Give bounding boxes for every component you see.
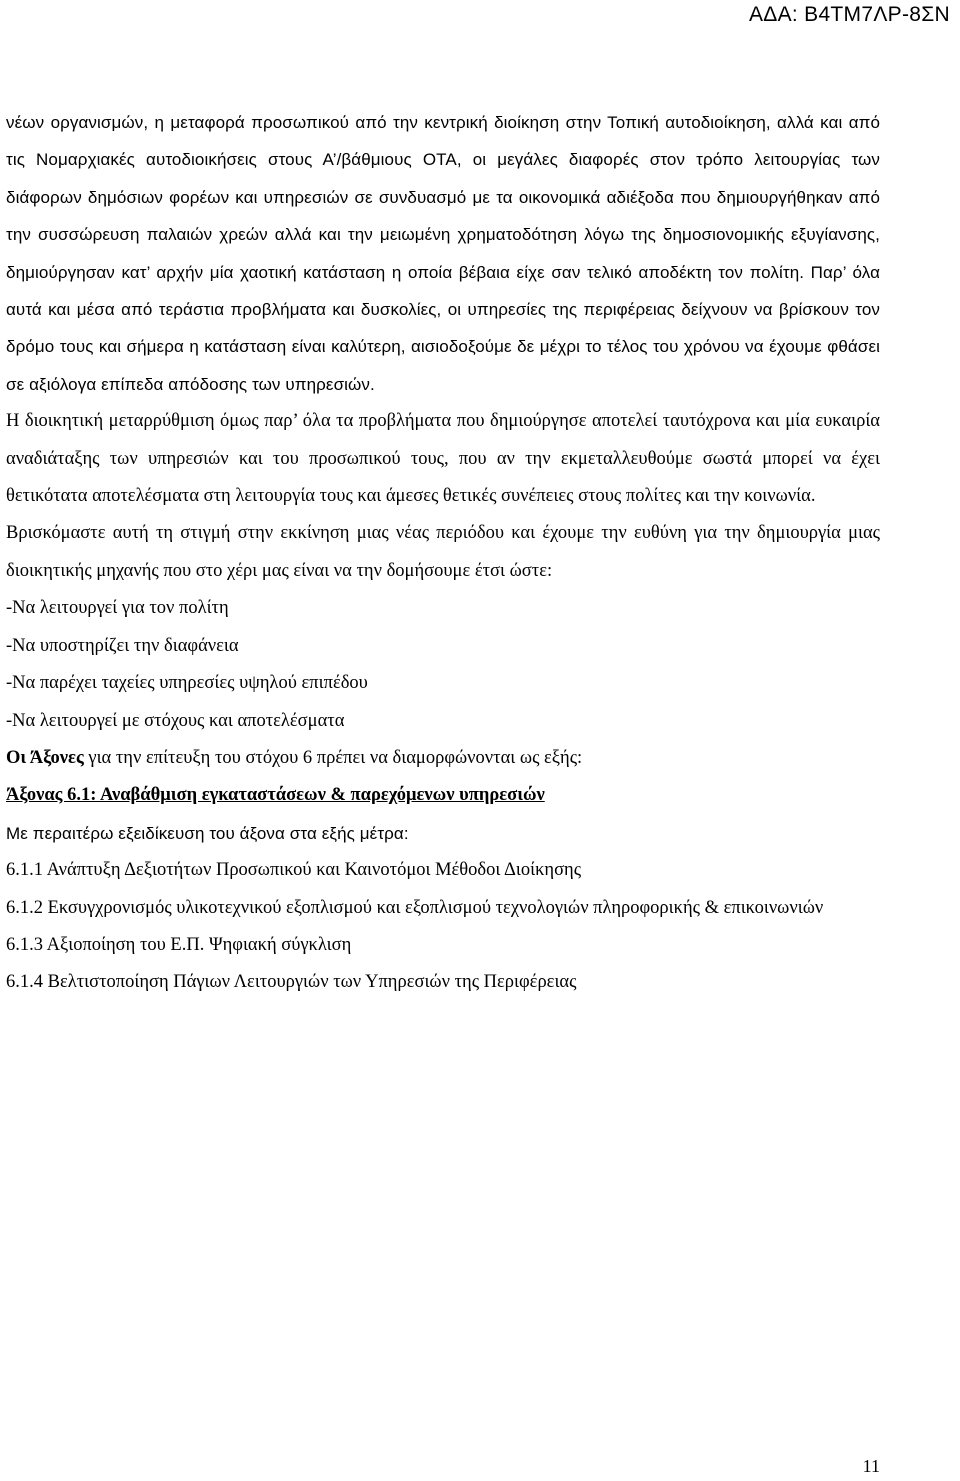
measures-intro: Με περαιτέρω εξειδίκευση του άξονα στα εξής μέτρα: bbox=[6, 823, 409, 843]
axes-intro-rest: για την επίτευξη του στόχου 6 πρέπει να διαμορφώνονται ως εξής: bbox=[83, 747, 583, 768]
paragraph-reform: Η διοικητική μεταρρύθμιση όμως παρ’ όλα τα προβλήματα που δημιούργησε αποτελεί ταυτόχρονα και μία ευκαιρία αναδιάταξης των υπηρεσιών και του προσωπικού τους, που αν την εκμεταλλευθούμε σωστά μπορεί να έχει θετικότατα αποτελέσματα στη λειτουργία τους και άμεσες θετικές συνέπειες στους πολίτες και την κοινωνία. bbox=[6, 411, 880, 507]
measure-item: 6.1.1 Ανάπτυξη Δεξιοτήτων Προσωπικού και Καινοτόμοι Μέθοδοι Διοίκησης bbox=[6, 860, 582, 881]
measure-item: 6.1.3 Αξιοποίηση του Ε.Π. Ψηφιακή σύγκλιση bbox=[6, 934, 352, 955]
document-body bbox=[6, 104, 880, 1002]
axis-heading: Άξονας 6.1: Αναβάθμιση εγκαταστάσεων & παρεχόμενων υπηρεσιών bbox=[6, 785, 545, 806]
list-item: -Να λειτουργεί με στόχους και αποτελέσματα bbox=[6, 710, 345, 731]
list-item: -Να λειτουργεί για τον πολίτη bbox=[6, 598, 229, 619]
axes-intro-bold: Οι Άξονες bbox=[6, 747, 84, 768]
page-number: 11 bbox=[862, 1456, 880, 1476]
axes-intro bbox=[6, 740, 880, 777]
measure-item: 6.1.4 Βελτιστοποίηση Πάγιων Λειτουργιών των Υπηρεσιών της Περιφέρειας bbox=[6, 972, 577, 993]
paragraph-new-period: Βρισκόμαστε αυτή τη στιγμή στην εκκίνηση μιας νέας περιόδου και έχουμε την ευθύνη για την δημιουργία μιας διοικητικής μηχανής που στο χέρι μας είναι να την δομήσουμε έτσι ώστε: bbox=[6, 523, 880, 581]
list-item: -Να υποστηρίζει την διαφάνεια bbox=[6, 635, 239, 656]
paragraph-intro: νέων οργανισμών, η μεταφορά προσωπικού από την κεντρική διοίκηση στην Τοπική αυτοδιοίκηση, αλλά και από τις Νομαρχιακές αυτοδιοικήσεις στους Α’/βάθμιους ΟΤΑ, οι μεγάλες διαφορές στον τρόπο λειτουργίας των διάφορων δημόσιων φορέων και υπηρεσιών σε συνδυασμό με τα οικονομικά αδιέξοδα που δημιουργήθηκαν από την συσσώρευση παλαιών χρεών αλλά και την μειωμένη χρηματοδότηση λόγω της δημοσιονομικής εξυγίανσης, δημιούργησαν κατ’ αρχήν μία χαοτική κατάσταση η οποία βέβαια είχε σαν τελικό αποδέκτη τον πολίτη. Παρ’ όλα αυτά και μέσα από τεράστια προβλήματα και δυσκολίες, οι υπηρεσίες της περιφέρειας δείχνουν να βρίσκουν τον δρόμο τους και σήμερα η κατάσταση είναι καλύτερη, αισιοδοξούμε δε μέχρι το τέλος του χρόνου να έχουμε φθάσει σε αξιόλογα επίπεδα απόδοσης των υπηρεσιών. bbox=[6, 113, 880, 394]
document-code-header: ΑΔΑ: Β4ΤΜ7ΛΡ-8ΣΝ bbox=[748, 3, 950, 26]
list-item: -Να παρέχει ταχείες υπηρεσίες υψηλού επιπέδου bbox=[6, 673, 368, 694]
goals-list bbox=[6, 590, 880, 740]
measures-list bbox=[6, 852, 880, 1002]
measure-item: 6.1.2 Εκσυγχρονισμός υλικοτεχνικού εξοπλισμού και εξοπλισμού τεχνολογιών πληροφορικής & επικοινωνιών bbox=[6, 897, 824, 918]
